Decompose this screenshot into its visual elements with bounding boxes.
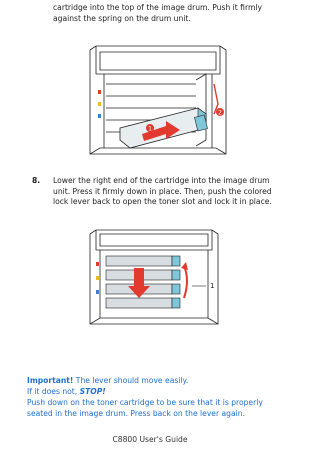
- if-not-note: [27, 387, 289, 398]
- important-label: Important!: [27, 376, 74, 385]
- callout-1: 1: [210, 282, 215, 290]
- marker-red: [98, 90, 101, 94]
- marker-blue: [96, 290, 99, 294]
- figure-lock-lever: [86, 228, 222, 328]
- marker-red: [96, 262, 99, 266]
- step-number: 8.: [32, 176, 41, 185]
- important-note: [27, 376, 289, 387]
- push-instruction: Push down on the toner cartridge to be sure that it is properly seated in the image drum. Press back on the lever again.: [27, 398, 263, 418]
- page-footer: C8800 User's Guide: [112, 435, 188, 444]
- figure-insert-cartridge: [86, 44, 230, 160]
- lever-arrow: [184, 266, 187, 298]
- intro-paragraph: cartridge into the top of the image drum. Push it firmly against the spring on the drum unit.: [53, 3, 262, 23]
- svg-text:2: 2: [218, 109, 222, 117]
- callout-2: [216, 108, 224, 117]
- marker-blue: [98, 114, 101, 118]
- step-text: Lower the right end of the cartridge into the image drum unit. Press it firmly down in place. Then, push the colored lock lever back to open the toner slot and lock it in place.: [53, 176, 272, 207]
- svg-text:1: 1: [148, 125, 152, 133]
- marker-yellow: [96, 276, 99, 280]
- important-text: The lever should move easily.: [73, 376, 189, 385]
- stop-label: STOP!: [79, 387, 106, 396]
- if-not-prefix: If it does not,: [27, 387, 80, 396]
- marker-yellow: [98, 102, 101, 106]
